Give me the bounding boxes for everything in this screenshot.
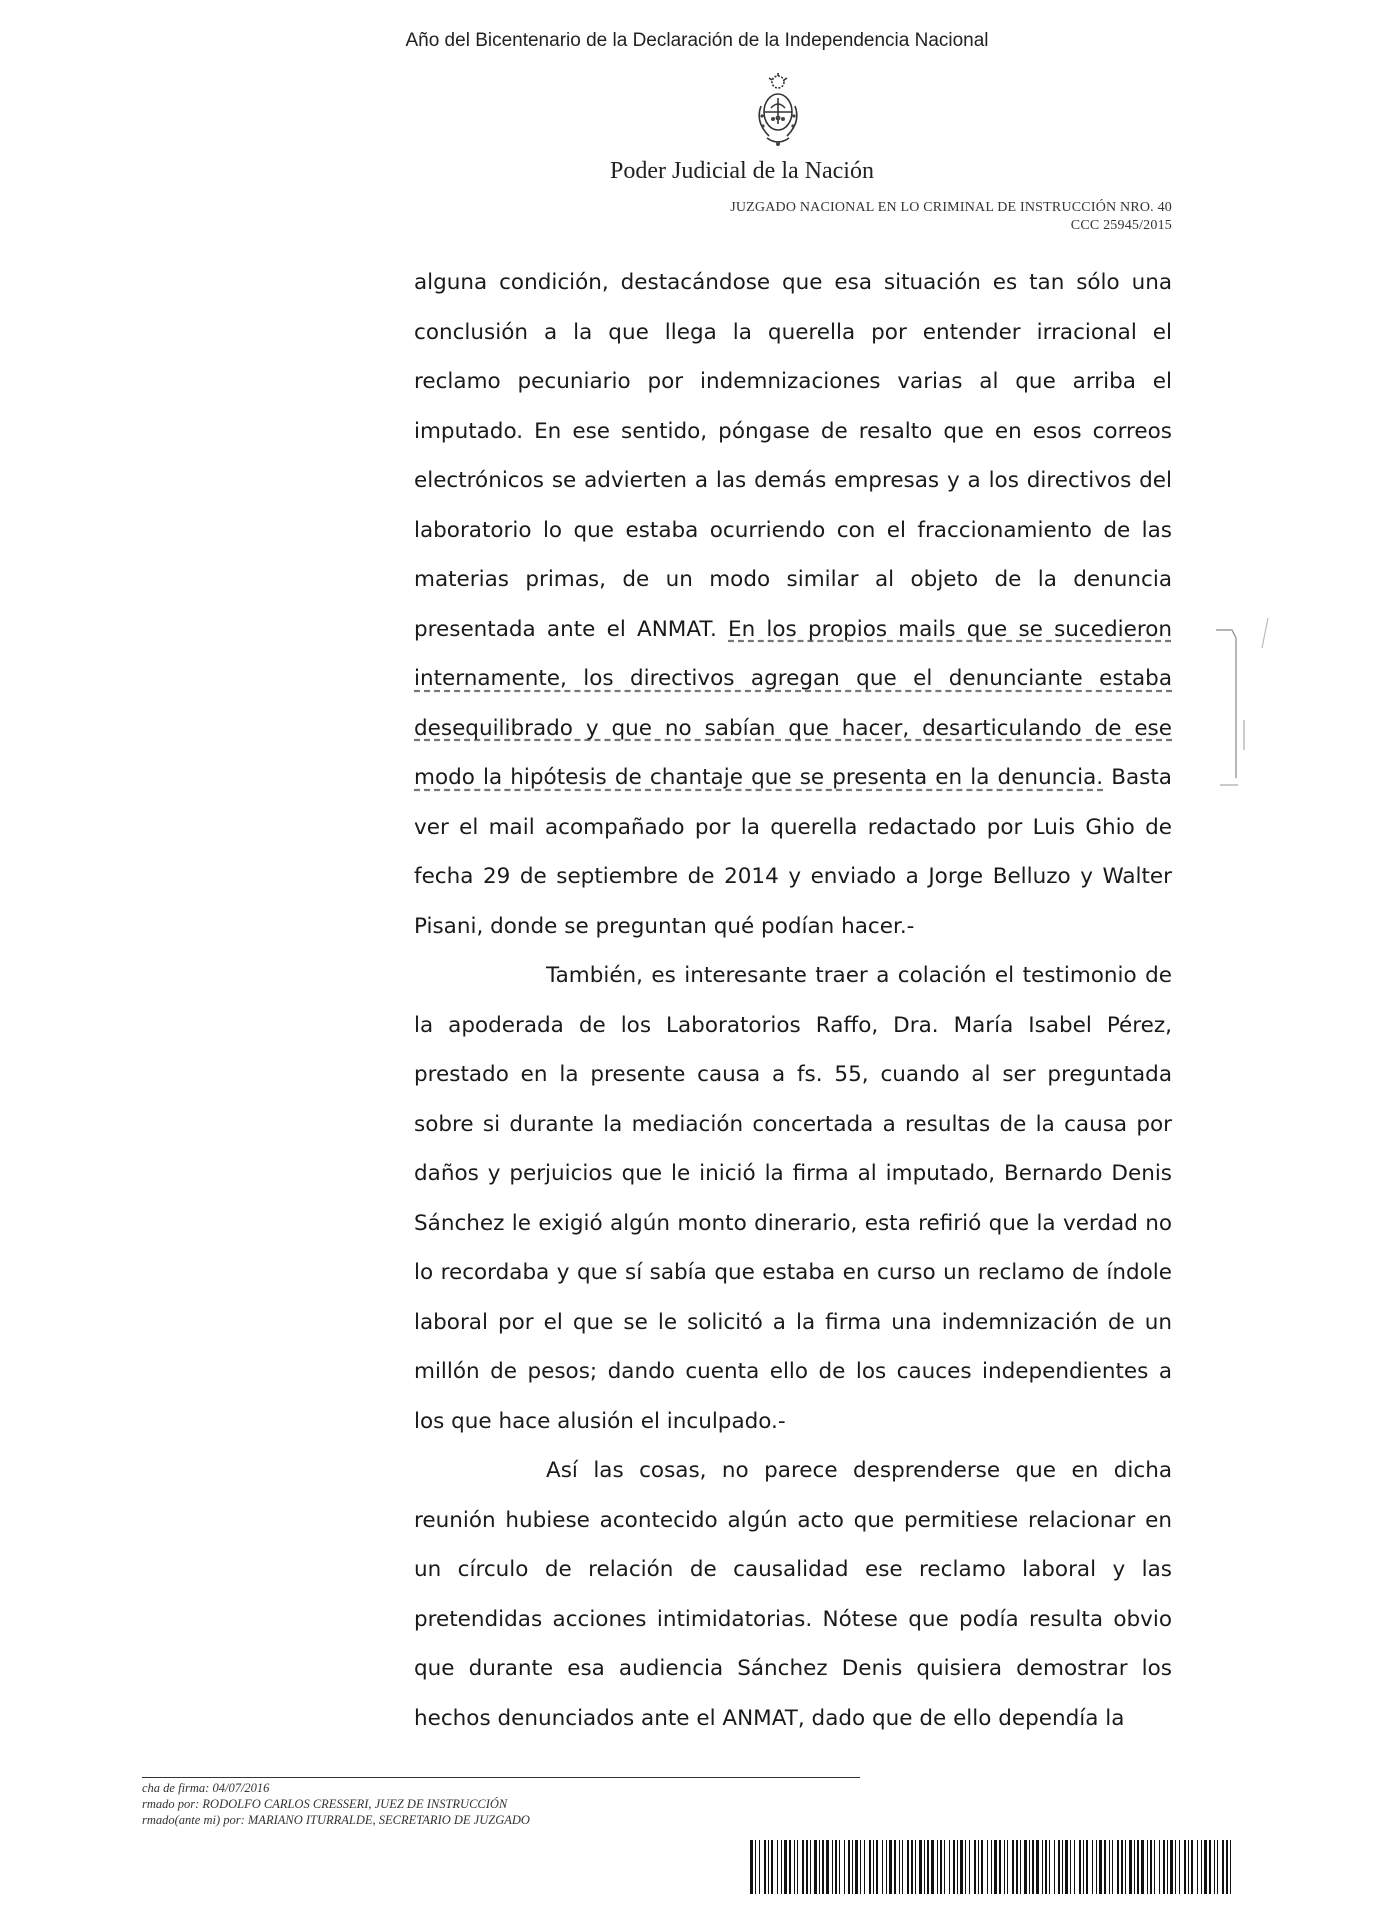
resolution-body	[414, 258, 1172, 1743]
document-barcode	[750, 1840, 1234, 1894]
margin-bracket-mark	[1210, 610, 1280, 800]
case-number: CCC 25945/2015	[1070, 218, 1172, 233]
court-office: JUZGADO NACIONAL EN LO CRIMINAL DE INSTRUCCIÓN NRO. 40	[730, 200, 1172, 215]
bicentenary-header: Año del Bicentenario de la Declaración de la Independencia Nacional	[405, 30, 989, 51]
electronic-signature-block	[142, 1780, 862, 1828]
signature-date: cha de firma: 04/07/2016	[142, 1781, 270, 1795]
paragraph-2: También, es interesante traer a colación el testimonio de la apoderada de los Laboratorios Raffo, Dra. María Isabel Pérez, prestado en la presente causa a fs. 55, cuando al ser preguntada sobre si durante la mediación concertada a resultas de la causa por daños y perjuicios que le inició la firma al imputado, Bernardo Denis Sánchez le exigió algún monto dinerario, esta refirió que la verdad no lo recordaba y que sí sabía que estaba en curso un reclamo de índole laboral por el que se le solicitó a la firma una indemnización de un millón de pesos; dando cuenta ello de los cauces independientes a los que hace alusión el inculpado.-	[414, 963, 1172, 1434]
paragraph-1	[414, 258, 1172, 951]
court-title: Poder Judicial de la Nación	[610, 158, 874, 184]
secretary-signature: rmado(ante mi) por: MARIANO ITURRALDE, SECRETARIO DE JUZGADO	[142, 1813, 530, 1827]
underlined-passage: En los propios mails que se sucedieron internamente, los directivos agregan que el denunciante estaba desequilibrado y que no sabían que hacer, desarticulando de ese modo la hipótesis de chantaje que se presenta en la denuncia.	[414, 616, 1172, 790]
judge-signature: rmado por: RODOLFO CARLOS CRESSERI, JUEZ DE INSTRUCCIÓN	[142, 1797, 508, 1811]
footer-divider	[142, 1777, 860, 1778]
paragraph-1-text-b: Basta ver el mail acompañado por la querella redactado por Luis Ghio de fecha 29 de septiembre de 2014 y enviado a Jorge Belluzo y Walter Pisani, donde se preguntan qué podían hacer.-	[414, 765, 1172, 939]
paragraph-3: Así las cosas, no parece desprenderse que en dicha reunión hubiese acontecido algún acto que permitiese relacionar en un círculo de relación de causalidad ese reclamo laboral y las pretendidas acciones intimidatorias. Nótese que podía resulta obvio que durante esa audiencia Sánchez Denis quisiera demostrar los hechos denunciados ante el ANMAT, dado que de ello dependía la	[414, 1458, 1172, 1731]
national-coat-of-arms-icon	[753, 72, 803, 152]
paragraph-1-text-a: alguna condición, destacándose que esa situación es tan sólo una conclusión a la que llega la querella por entender irracional el reclamo pecuniario por indemnizaciones varias al que arriba el imputado. En ese sentido, póngase de resalto que en esos correos electrónicos se advierten a las demás empresas y a los directivos del laboratorio lo que estaba ocurriendo con el fraccionamiento de las materias primas, de un modo similar al objeto de la denuncia presentada ante el ANMAT.	[414, 270, 1172, 642]
court-identification	[730, 199, 1172, 235]
